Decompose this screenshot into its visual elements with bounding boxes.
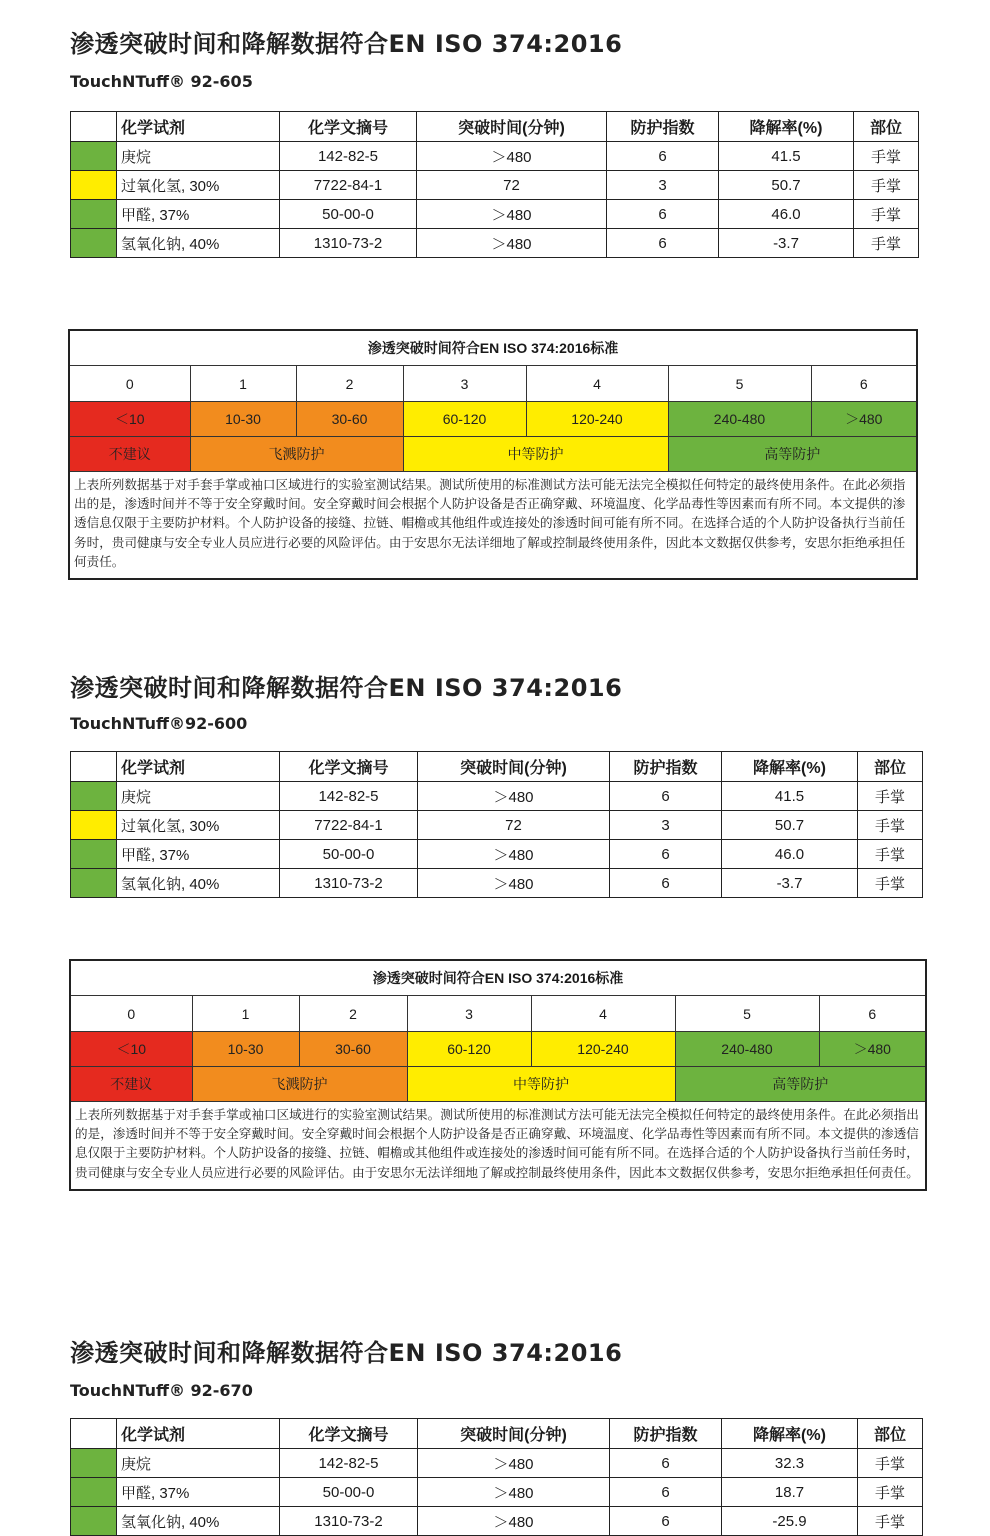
table-row bbox=[71, 811, 923, 840]
chemical-name: 过氧化氢, 30% bbox=[117, 811, 280, 840]
table-header-row bbox=[71, 752, 923, 782]
table-header-row bbox=[71, 1419, 923, 1449]
product-name: TouchNTuff®92-600 bbox=[70, 714, 248, 733]
disclaimer-note: 上表所列数据基于对手套手掌或袖口区域进行的实验室测试结果。测试所使用的标准测试方法可能无法完全模拟任何特定的最终使用条件。在此必须指出的是，渗透时间并不等于安全穿戴时间。安全穿戴时间会根据个人防护设备是否正确穿戴、环境温度、化学品毒性等因素而有所不同。本文提供的渗透信息仅限于主要防护材料。个人防护设备的接缝、拉链、帽檐或其他组件或连接处的渗透时间可能有所不同。在选择合适的个人防护设备执行当前任务时，贵司健康与安全专业人员应进行必要的风险评估。由于安思尔无法详细地了解或控制最终使用条件，因此本文数据仅供参考，安思尔拒绝承担任何责任。 bbox=[70, 1102, 926, 1190]
header-time: 突破时间(分钟) bbox=[418, 752, 610, 782]
legend-range: ＞480 bbox=[819, 1032, 926, 1067]
table-row bbox=[71, 229, 919, 258]
header-cas: 化学文摘号 bbox=[280, 112, 417, 142]
protection-index: 6 bbox=[610, 1478, 722, 1507]
protection-index: 6 bbox=[610, 869, 722, 898]
test-part: 手掌 bbox=[854, 171, 919, 200]
breakthrough-time: ＞480 bbox=[418, 869, 610, 898]
legend-index: 2 bbox=[299, 996, 407, 1032]
rating-swatch bbox=[71, 142, 117, 171]
rating-swatch bbox=[71, 840, 117, 869]
breakthrough-time: ＞480 bbox=[417, 142, 607, 171]
chemical-table bbox=[70, 751, 923, 898]
legend-index-row bbox=[69, 366, 917, 402]
test-part: 手掌 bbox=[858, 1449, 923, 1478]
swatch-header bbox=[71, 752, 117, 782]
table-row bbox=[71, 1507, 923, 1536]
protection-index: 6 bbox=[607, 200, 719, 229]
table-row bbox=[71, 142, 919, 171]
legend-range: ＜10 bbox=[70, 1032, 192, 1067]
chemical-name: 庚烷 bbox=[117, 1449, 280, 1478]
test-part: 手掌 bbox=[854, 229, 919, 258]
section-title: 渗透突破时间和降解数据符合EN ISO 374:2016 bbox=[70, 1339, 623, 1367]
protection-index: 6 bbox=[610, 1449, 722, 1478]
protection-index: 6 bbox=[610, 782, 722, 811]
degradation-rate: 46.0 bbox=[719, 200, 854, 229]
test-part: 手掌 bbox=[858, 1507, 923, 1536]
rating-swatch bbox=[71, 171, 117, 200]
protection-index: 6 bbox=[607, 142, 719, 171]
breakthrough-time: 72 bbox=[418, 811, 610, 840]
breakthrough-time: ＞480 bbox=[417, 229, 607, 258]
table-row bbox=[71, 869, 923, 898]
legend-index: 0 bbox=[70, 996, 192, 1032]
protection-index: 6 bbox=[610, 1507, 722, 1536]
header-part: 部位 bbox=[858, 1419, 923, 1449]
protection-index: 3 bbox=[607, 171, 719, 200]
legend-level: 飞溅防护 bbox=[190, 437, 403, 472]
rating-swatch bbox=[71, 782, 117, 811]
cas-number: 7722-84-1 bbox=[280, 811, 418, 840]
legend-range-row bbox=[70, 1032, 926, 1067]
legend-range: 30-60 bbox=[299, 1032, 407, 1067]
header-index: 防护指数 bbox=[607, 112, 719, 142]
product-name: TouchNTuff® 92-605 bbox=[70, 72, 253, 91]
cas-number: 142-82-5 bbox=[280, 142, 417, 171]
breakthrough-time: ＞480 bbox=[417, 200, 607, 229]
swatch-header bbox=[71, 1419, 117, 1449]
degradation-rate: -3.7 bbox=[722, 869, 858, 898]
breakthrough-time: ＞480 bbox=[418, 840, 610, 869]
header-degradation: 降解率(%) bbox=[722, 1419, 858, 1449]
chemical-name: 过氧化氢, 30% bbox=[117, 171, 280, 200]
rating-swatch bbox=[71, 811, 117, 840]
legend-level: 飞溅防护 bbox=[192, 1067, 407, 1102]
legend-range: 30-60 bbox=[296, 402, 403, 437]
cas-number: 1310-73-2 bbox=[280, 229, 417, 258]
cas-number: 7722-84-1 bbox=[280, 171, 417, 200]
chemical-table bbox=[70, 111, 919, 258]
legend-level: 不建议 bbox=[70, 1067, 192, 1102]
legend-index: 2 bbox=[296, 366, 403, 402]
rating-swatch bbox=[71, 869, 117, 898]
breakthrough-time: 72 bbox=[417, 171, 607, 200]
legend-range: 60-120 bbox=[403, 402, 526, 437]
header-part: 部位 bbox=[854, 112, 919, 142]
legend-range: 10-30 bbox=[192, 1032, 299, 1067]
test-part: 手掌 bbox=[858, 840, 923, 869]
chemical-name: 庚烷 bbox=[117, 142, 280, 171]
breakthrough-time: ＞480 bbox=[418, 1507, 610, 1536]
table-row bbox=[71, 840, 923, 869]
header-time: 突破时间(分钟) bbox=[418, 1419, 610, 1449]
legend-level-row bbox=[70, 1067, 926, 1102]
test-part: 手掌 bbox=[858, 869, 923, 898]
legend-index: 3 bbox=[403, 366, 526, 402]
legend-index: 5 bbox=[675, 996, 819, 1032]
header-degradation: 降解率(%) bbox=[722, 752, 858, 782]
legend-range: ＞480 bbox=[811, 402, 917, 437]
cas-number: 50-00-0 bbox=[280, 1478, 418, 1507]
degradation-rate: 32.3 bbox=[722, 1449, 858, 1478]
table-row bbox=[71, 171, 919, 200]
chemical-name: 氢氧化钠, 40% bbox=[117, 1507, 280, 1536]
chemical-name: 氢氧化钠, 40% bbox=[117, 869, 280, 898]
section-title: 渗透突破时间和降解数据符合EN ISO 374:2016 bbox=[70, 30, 623, 58]
header-index: 防护指数 bbox=[610, 1419, 722, 1449]
legend-index-row bbox=[70, 996, 926, 1032]
header-time: 突破时间(分钟) bbox=[417, 112, 607, 142]
test-part: 手掌 bbox=[858, 1478, 923, 1507]
header-chemical: 化学试剂 bbox=[117, 1419, 280, 1449]
legend-level: 中等防护 bbox=[407, 1067, 675, 1102]
header-chemical: 化学试剂 bbox=[117, 112, 280, 142]
legend-level-row bbox=[69, 437, 917, 472]
legend-range: 240-480 bbox=[675, 1032, 819, 1067]
protection-index: 3 bbox=[610, 811, 722, 840]
legend-index: 6 bbox=[819, 996, 926, 1032]
section-title: 渗透突破时间和降解数据符合EN ISO 374:2016 bbox=[70, 674, 623, 702]
table-row bbox=[71, 200, 919, 229]
header-index: 防护指数 bbox=[610, 752, 722, 782]
protection-index: 6 bbox=[610, 840, 722, 869]
legend-index: 3 bbox=[407, 996, 531, 1032]
degradation-rate: 41.5 bbox=[719, 142, 854, 171]
degradation-rate: 18.7 bbox=[722, 1478, 858, 1507]
legend-range: 240-480 bbox=[668, 402, 811, 437]
legend-index: 4 bbox=[531, 996, 675, 1032]
degradation-rate: -3.7 bbox=[719, 229, 854, 258]
header-part: 部位 bbox=[858, 752, 923, 782]
chemical-name: 庚烷 bbox=[117, 782, 280, 811]
rating-swatch bbox=[71, 1478, 117, 1507]
legend-level: 中等防护 bbox=[403, 437, 668, 472]
chemical-table bbox=[70, 1418, 923, 1536]
chemical-name: 甲醛, 37% bbox=[117, 200, 280, 229]
cas-number: 142-82-5 bbox=[280, 1449, 418, 1478]
legend-index: 5 bbox=[668, 366, 811, 402]
degradation-rate: 46.0 bbox=[722, 840, 858, 869]
breakthrough-legend bbox=[69, 959, 927, 1191]
degradation-rate: 50.7 bbox=[722, 811, 858, 840]
table-row bbox=[71, 1449, 923, 1478]
legend-index: 4 bbox=[526, 366, 668, 402]
legend-title: 渗透突破时间符合EN ISO 374:2016标准 bbox=[69, 330, 917, 366]
swatch-header bbox=[71, 112, 117, 142]
legend-range-row bbox=[69, 402, 917, 437]
test-part: 手掌 bbox=[858, 811, 923, 840]
cas-number: 1310-73-2 bbox=[280, 1507, 418, 1536]
legend-range: ＜10 bbox=[69, 402, 190, 437]
cas-number: 50-00-0 bbox=[280, 200, 417, 229]
cas-number: 142-82-5 bbox=[280, 782, 418, 811]
degradation-rate: 50.7 bbox=[719, 171, 854, 200]
legend-level: 高等防护 bbox=[668, 437, 917, 472]
chemical-name: 甲醛, 37% bbox=[117, 840, 280, 869]
legend-range: 10-30 bbox=[190, 402, 296, 437]
test-part: 手掌 bbox=[858, 782, 923, 811]
rating-swatch bbox=[71, 1449, 117, 1478]
rating-swatch bbox=[71, 1507, 117, 1536]
chemical-name: 甲醛, 37% bbox=[117, 1478, 280, 1507]
header-chemical: 化学试剂 bbox=[117, 752, 280, 782]
degradation-rate: -25.9 bbox=[722, 1507, 858, 1536]
legend-range: 120-240 bbox=[526, 402, 668, 437]
degradation-rate: 41.5 bbox=[722, 782, 858, 811]
legend-index: 1 bbox=[190, 366, 296, 402]
cas-number: 1310-73-2 bbox=[280, 869, 418, 898]
legend-title: 渗透突破时间符合EN ISO 374:2016标准 bbox=[70, 960, 926, 996]
breakthrough-time: ＞480 bbox=[418, 1478, 610, 1507]
chemical-name: 氢氧化钠, 40% bbox=[117, 229, 280, 258]
rating-swatch bbox=[71, 200, 117, 229]
rating-swatch bbox=[71, 229, 117, 258]
header-cas: 化学文摘号 bbox=[280, 1419, 418, 1449]
legend-range: 60-120 bbox=[407, 1032, 531, 1067]
test-part: 手掌 bbox=[854, 200, 919, 229]
legend-index: 0 bbox=[69, 366, 190, 402]
cas-number: 50-00-0 bbox=[280, 840, 418, 869]
legend-level: 不建议 bbox=[69, 437, 190, 472]
breakthrough-legend bbox=[68, 329, 918, 580]
legend-index: 6 bbox=[811, 366, 917, 402]
header-degradation: 降解率(%) bbox=[719, 112, 854, 142]
legend-level: 高等防护 bbox=[675, 1067, 926, 1102]
breakthrough-time: ＞480 bbox=[418, 782, 610, 811]
table-row bbox=[71, 782, 923, 811]
protection-index: 6 bbox=[607, 229, 719, 258]
table-row bbox=[71, 1478, 923, 1507]
breakthrough-time: ＞480 bbox=[418, 1449, 610, 1478]
legend-range: 120-240 bbox=[531, 1032, 675, 1067]
test-part: 手掌 bbox=[854, 142, 919, 171]
disclaimer-note: 上表所列数据基于对手套手掌或袖口区域进行的实验室测试结果。测试所使用的标准测试方法可能无法完全模拟任何特定的最终使用条件。在此必须指出的是，渗透时间并不等于安全穿戴时间。安全穿戴时间会根据个人防护设备是否正确穿戴、环境温度、化学品毒性等因素而有所不同。本文提供的渗透信息仅限于主要防护材料。个人防护设备的接缝、拉链、帽檐或其他组件或连接处的渗透时间可能有所不同。在选择合适的个人防护设备执行当前任务时，贵司健康与安全专业人员应进行必要的风险评估。由于安思尔无法详细地了解或控制最终使用条件，因此本文数据仅供参考，安思尔拒绝承担任何责任。 bbox=[69, 472, 917, 580]
legend-index: 1 bbox=[192, 996, 299, 1032]
table-header-row bbox=[71, 112, 919, 142]
product-name: TouchNTuff® 92-670 bbox=[70, 1381, 253, 1400]
header-cas: 化学文摘号 bbox=[280, 752, 418, 782]
